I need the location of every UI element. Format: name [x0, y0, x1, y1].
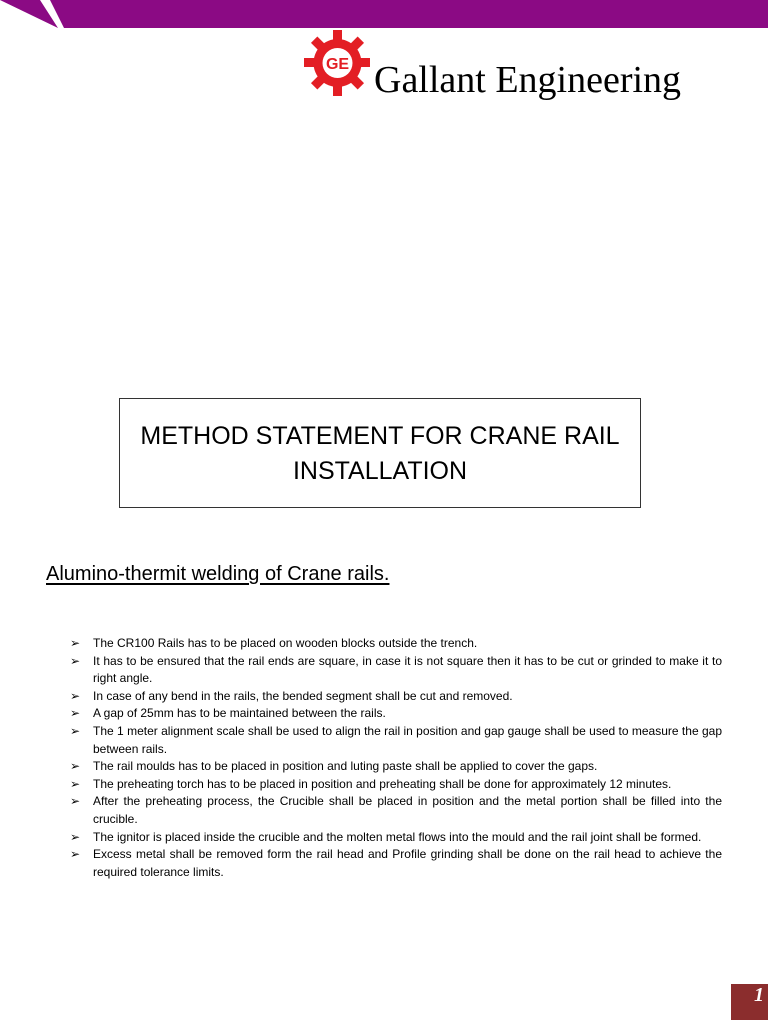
arrow-bullet-icon: ➢	[70, 829, 81, 844]
list-item-text: The 1 meter alignment scale shall be used to align the rail in position and gap gauge shall be used to measure the gap between rails.	[93, 723, 722, 756]
list-item-text: A gap of 25mm has to be maintained between the rails.	[93, 706, 386, 721]
list-item	[70, 829, 722, 847]
title-box	[119, 398, 641, 508]
arrow-bullet-icon: ➢	[70, 847, 81, 862]
arrow-bullet-icon: ➢	[70, 636, 81, 650]
page-number-underline	[731, 1018, 768, 1020]
steps-list	[70, 635, 722, 881]
list-item	[70, 793, 722, 828]
svg-text:GE: GE	[325, 56, 350, 73]
list-item-text: The preheating torch has to be placed in position and preheating shall be done for approximately 12 minutes.	[93, 776, 672, 791]
arrow-bullet-icon: ➢	[70, 723, 81, 738]
arrow-bullet-icon: ➢	[70, 759, 81, 774]
company-name: Gallant Engineering	[374, 59, 682, 101]
company-logo	[302, 28, 372, 98]
list-item-text: The rail moulds has to be placed in position and luting paste shall be applied to cover the gaps.	[93, 759, 598, 774]
list-item	[70, 846, 722, 881]
list-item-text: Excess metal shall be removed form the rail head and Profile grinding shall be done on the rail head to achieve the required tolerance limits.	[93, 847, 722, 879]
arrow-bullet-icon: ➢	[70, 706, 81, 721]
arrow-bullet-icon: ➢	[70, 794, 81, 809]
list-item	[70, 776, 722, 794]
list-item-text: The CR100 Rails has to be placed on wooden blocks outside the trench.	[93, 636, 478, 650]
page-number: 1	[754, 984, 764, 1006]
header-band	[0, 0, 768, 28]
gear-logo-icon	[302, 28, 372, 98]
page-number-badge	[731, 984, 768, 1018]
arrow-bullet-icon: ➢	[70, 776, 81, 791]
list-item	[70, 723, 722, 758]
arrow-bullet-icon: ➢	[70, 688, 81, 703]
list-item	[70, 635, 722, 653]
list-item-text: After the preheating process, the Crucible shall be placed in position and the metal portion shall be filled into the crucible.	[93, 794, 722, 826]
list-item	[70, 653, 722, 688]
document-title: METHOD STATEMENT FOR CRANE RAIL INSTALLATION	[140, 422, 620, 485]
list-item	[70, 705, 722, 723]
list-item-text: The ignitor is placed inside the crucible and the molten metal flows into the mould and the rail joint shall be formed.	[93, 829, 702, 844]
section-heading: Alumino-thermit welding of Crane rails.	[46, 563, 390, 585]
list-item-text: In case of any bend in the rails, the bended segment shall be cut and removed.	[93, 688, 513, 703]
arrow-bullet-icon: ➢	[70, 653, 81, 668]
list-item	[70, 758, 722, 776]
list-item	[70, 688, 722, 706]
list-item-text: It has to be ensured that the rail ends are square, in case it is not square then it has to be cut or grinded to make it to right angle.	[93, 653, 722, 686]
